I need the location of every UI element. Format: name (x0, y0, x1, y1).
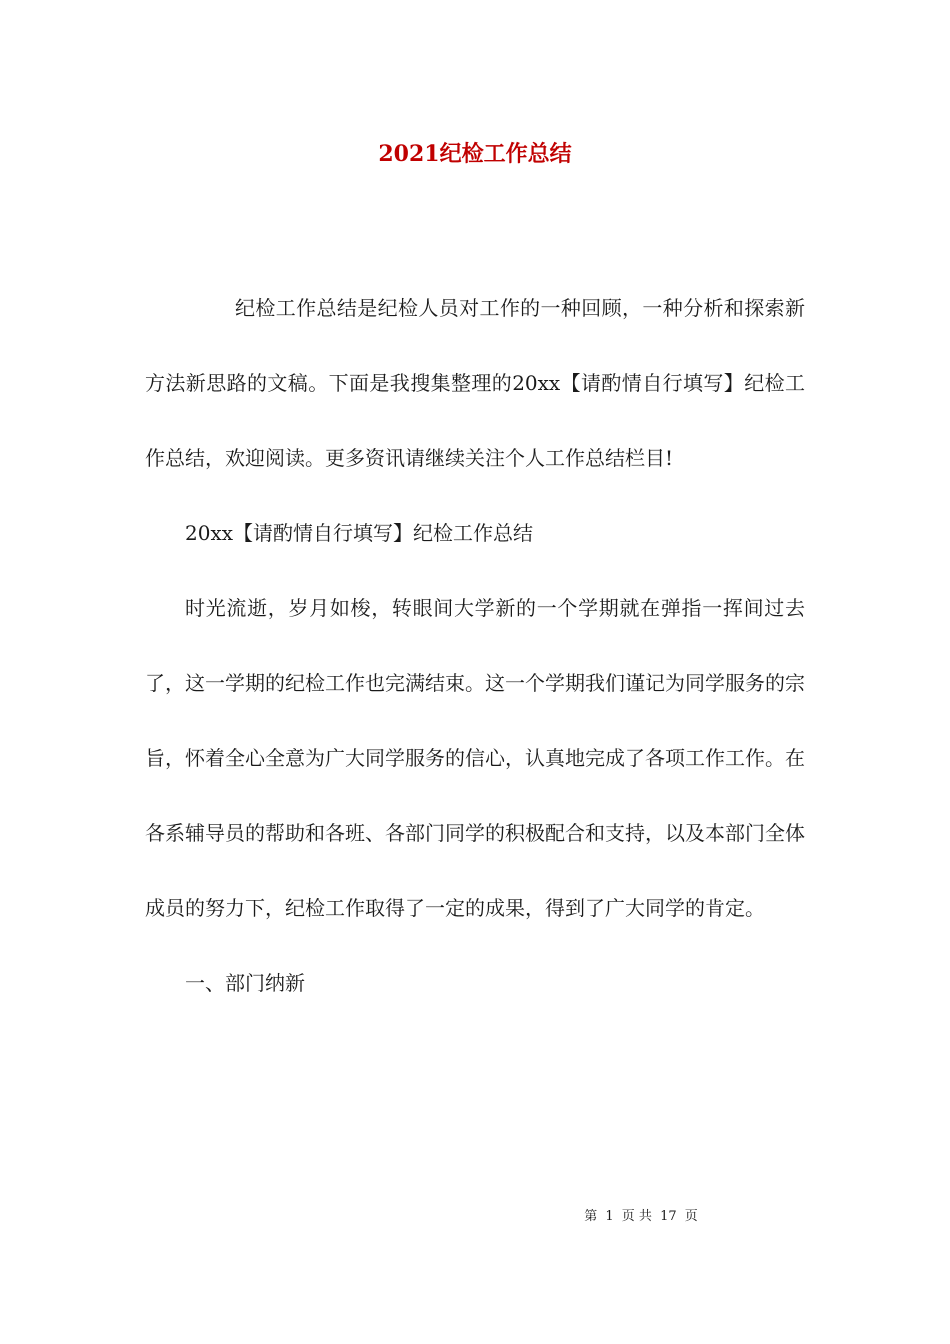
footer-prefix: 第 (584, 1209, 598, 1224)
subsection-heading: 一、部门纳新 (185, 971, 305, 995)
section-heading: 20xx【请酌情自行填写】纪检工作总结 (185, 521, 534, 545)
footer-page-number: 1 (605, 1209, 614, 1224)
footer-mid: 页 共 (621, 1209, 652, 1224)
intro-paragraph: 纪检工作总结是纪检人员对工作的一种回顾，一种分析和探索新方法新思路的文稿。下面是我搜集整理的20xx【请酌情自行填写】纪检工作总结，欢迎阅读。更多资讯请继续关注个人工作总结栏目! (145, 296, 805, 470)
document-body (145, 271, 805, 1021)
footer-total-pages: 17 (660, 1209, 677, 1224)
document-title: 2021纪检工作总结 (378, 141, 572, 167)
body-paragraph: 时光流逝，岁月如梭，转眼间大学新的一个学期就在弹指一挥间过去了，这一学期的纪检工作也完满结束。这一个学期我们谨记为同学服务的宗旨，怀着全心全意为广大同学服务的信心，认真地完成了各项工作工作。在各系辅导员的帮助和各班、各部门同学的积极配合和支持，以及本部门全体成员的努力下，纪检工作取得了一定的成果，得到了广大同学的肯定。 (145, 596, 805, 920)
footer-suffix: 页 (684, 1209, 698, 1224)
page-footer (476, 1206, 806, 1228)
